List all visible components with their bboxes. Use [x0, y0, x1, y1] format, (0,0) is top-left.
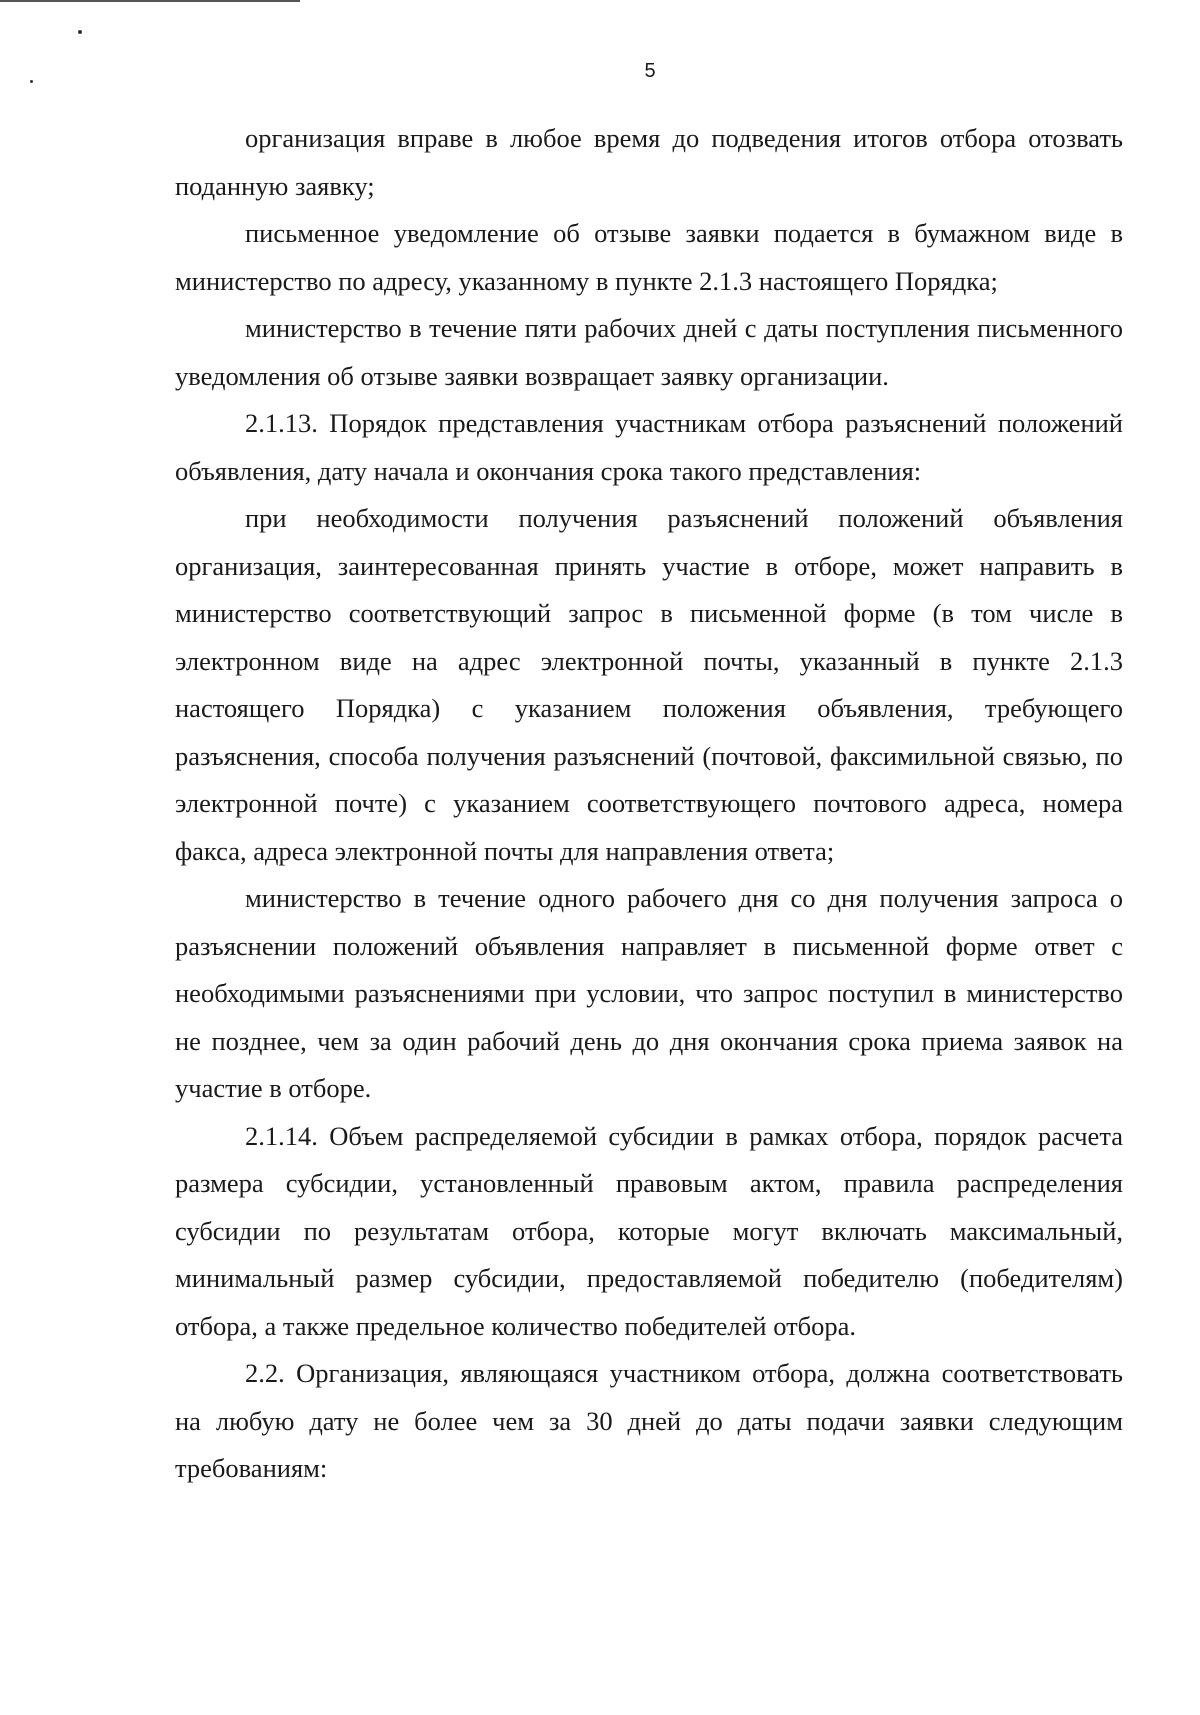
- document-body: [175, 115, 1123, 1493]
- paragraph-written-notice: письменное уведомление об отзыве заявки подается в бумажном виде в министерство по адресу, указанному в пункте 2.1.3 настоящего Порядка;: [175, 218, 1123, 296]
- page-number: 5: [644, 60, 656, 82]
- paragraph-clarification-request: при необходимости получения разъяснений положений объявления организация, заинтересованная принять участие в отборе, может направить в министерство соответствующий запрос в письменной форме (в том числе в электронном виде на адрес электронной почты, указанный в пункте 2.1.3 настоящего Порядка) с указанием положения объявления, требующего разъяснения, способа получения разъяснений (почтовой, факсимильной связью, по электронной почте) с указанием соответствующего почтового адреса, номера факса, адреса электронной почты для направления ответа;: [175, 503, 1123, 866]
- paragraph-withdraw-right: организация вправе в любое время до подведения итогов отбора отозвать поданную заявку;: [175, 123, 1123, 201]
- paragraph-2-1-13: 2.1.13. Порядок представления участникам отбора разъяснений положений объявления, дату начала и окончания срока такого представления:: [175, 408, 1123, 486]
- paragraph-2-2: 2.2. Организация, являющаяся участником отбора, должна соответствовать на любую дату не более чем за 30 дней до даты подачи заявки следующим требованиям:: [175, 1358, 1123, 1483]
- scan-edge: [0, 0, 300, 2]
- paragraph-2-1-14: 2.1.14. Объем распределяемой субсидии в рамках отбора, порядок расчета размера субсидии, установленный правовым актом, правила распределения субсидии по результатам отбора, которые могут включать максимальный, минимальный размер субсидии, предоставляемой победителю (победителям) отбора, а также предельное количество победителей отбора.: [175, 1120, 1123, 1341]
- paragraph-return-application: министерство в течение пяти рабочих дней с даты поступления письменного уведомления об отзыве заявки возвращает заявку организации.: [175, 313, 1123, 391]
- paragraph-clarification-answer: министерство в течение одного рабочего дня со дня получения запроса о разъяснении положений объявления направляет в письменной форме ответ с необходимыми разъяснениями при условии, что запрос поступил в министерство не позднее, чем за один рабочий день до дня окончания срока приема заявок на участие в отборе.: [175, 883, 1123, 1103]
- scan-speck: [78, 30, 82, 34]
